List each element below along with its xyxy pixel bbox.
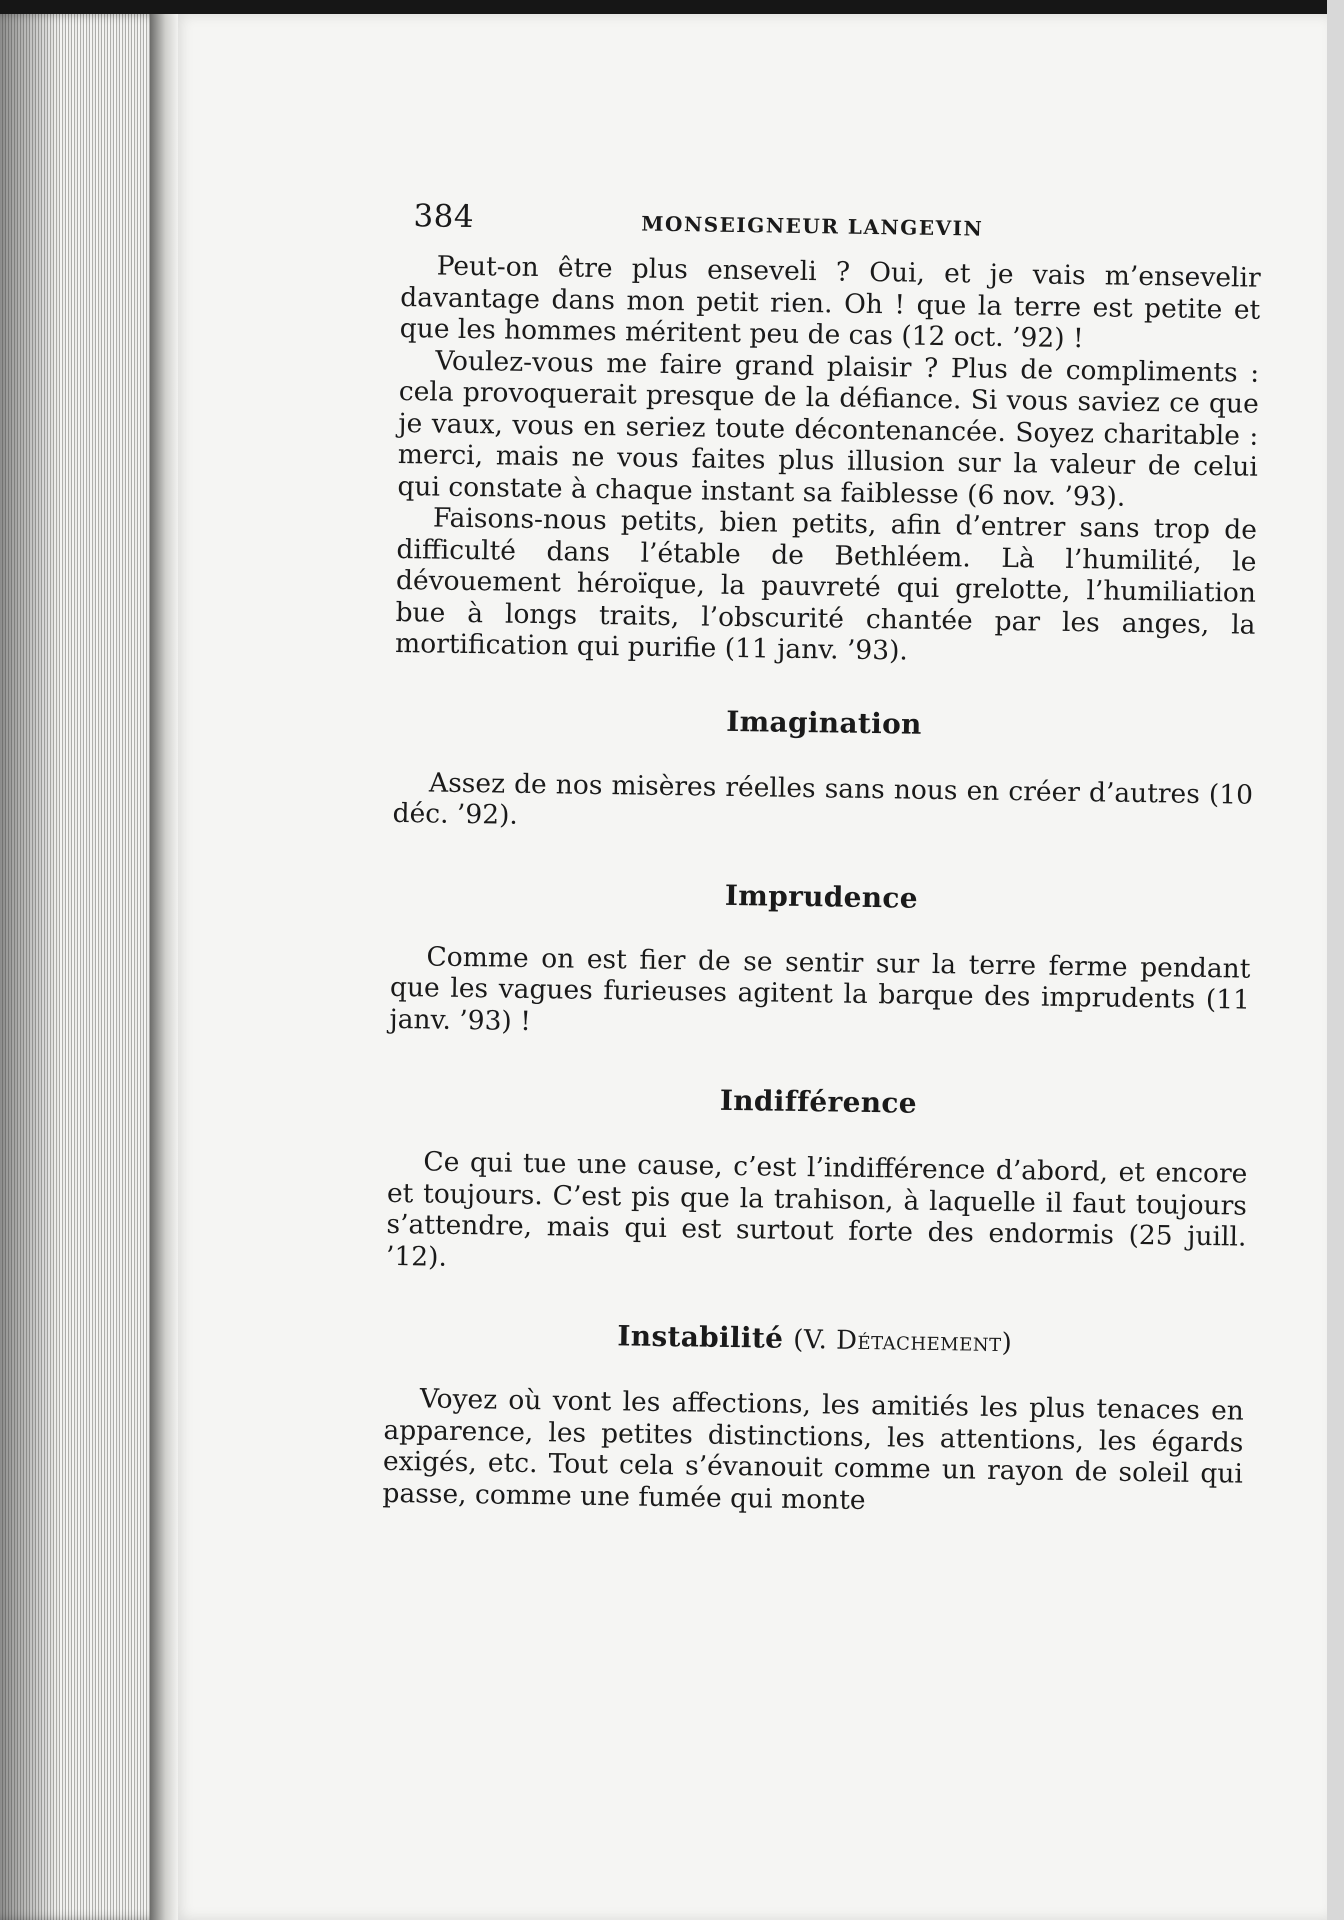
page-content xyxy=(382,180,1262,1522)
scan-background-top xyxy=(0,0,1344,14)
paragraph-humility-2: Voulez-vous me faire grand plaisir ? Plus de compliments : cela provoquerait presque de la défiance. Si vous saviez ce que je vaux, vous en seriez toute décontenancée. Soyez charitable : merci, mais ne vous faites plus illusion sur la valeur de celui qui constate à chaque instant sa faiblesse (6 nov. ’93). xyxy=(397,345,1260,513)
page-header xyxy=(401,180,1262,263)
cross-reference-word: Détachement xyxy=(835,1325,1002,1359)
heading-instabilite xyxy=(385,1316,1245,1362)
heading-imagination: Imagination xyxy=(726,704,922,741)
running-title: MONSEIGNEUR LANGEVIN xyxy=(641,211,984,241)
paragraph-imagination: Assez de nos misères réelles sans nous en créer d’autres (10 déc. ’92). xyxy=(392,766,1254,831)
cross-reference xyxy=(793,1325,1012,1358)
cross-reference-close: ) xyxy=(1001,1328,1013,1359)
page-number: 384 xyxy=(413,198,475,236)
scan-background-right xyxy=(1327,0,1344,1920)
paragraph-instabilite: Voyez où vont les affections, les amitiés les plus tenaces en apparence, les petites distinctions, les attentions, les égards exigés, etc. Tout cela s’évanouit comme un rayon de soleil qui passe, comme une fumée qui monte xyxy=(382,1383,1245,1516)
paragraph-humility-1: Peut-on être plus enseveli ? Oui, et je vais m’ensevelir davantage dans mon petit rien. Oh ! que la terre est petite et que les hommes méritent peu de cas (12 oct. ’92) ! xyxy=(399,250,1261,355)
heading-indifference: Indifférence xyxy=(719,1083,918,1120)
page-edge-shadow xyxy=(0,14,60,1920)
heading-imprudence: Imprudence xyxy=(724,878,919,915)
heading-instabilite-label: Instabilité xyxy=(617,1319,784,1355)
paragraph-imprudence: Comme on est fier de se sentir sur la terre ferme pendant que les vagues furieuses agitent la barque des imprudents (11 janv. ’93) ! xyxy=(389,940,1251,1037)
cross-reference-open: (V. xyxy=(793,1324,837,1356)
paragraph-humility-3: Faisons-nous petits, bien petits, afin d’entrer sans trop de difficulté dans l’étable de Bethléem. Là l’humilité, le dévouement héroïque, la pauvreté qui grelotte, l’humiliation bue à longs traits, l’obscurité chantée par les anges, la mortification qui purifie (11 janv. ’93). xyxy=(394,502,1258,667)
paragraph-indifference: Ce qui tue une cause, c’est l’indifférence d’abord, et encore et toujours. C’est pis que la trahison, à laquelle il faut toujours s’attendre, mais qui est surtout forte des endormis (25 juill. ’12). xyxy=(385,1146,1248,1273)
book-gutter xyxy=(150,14,178,1920)
